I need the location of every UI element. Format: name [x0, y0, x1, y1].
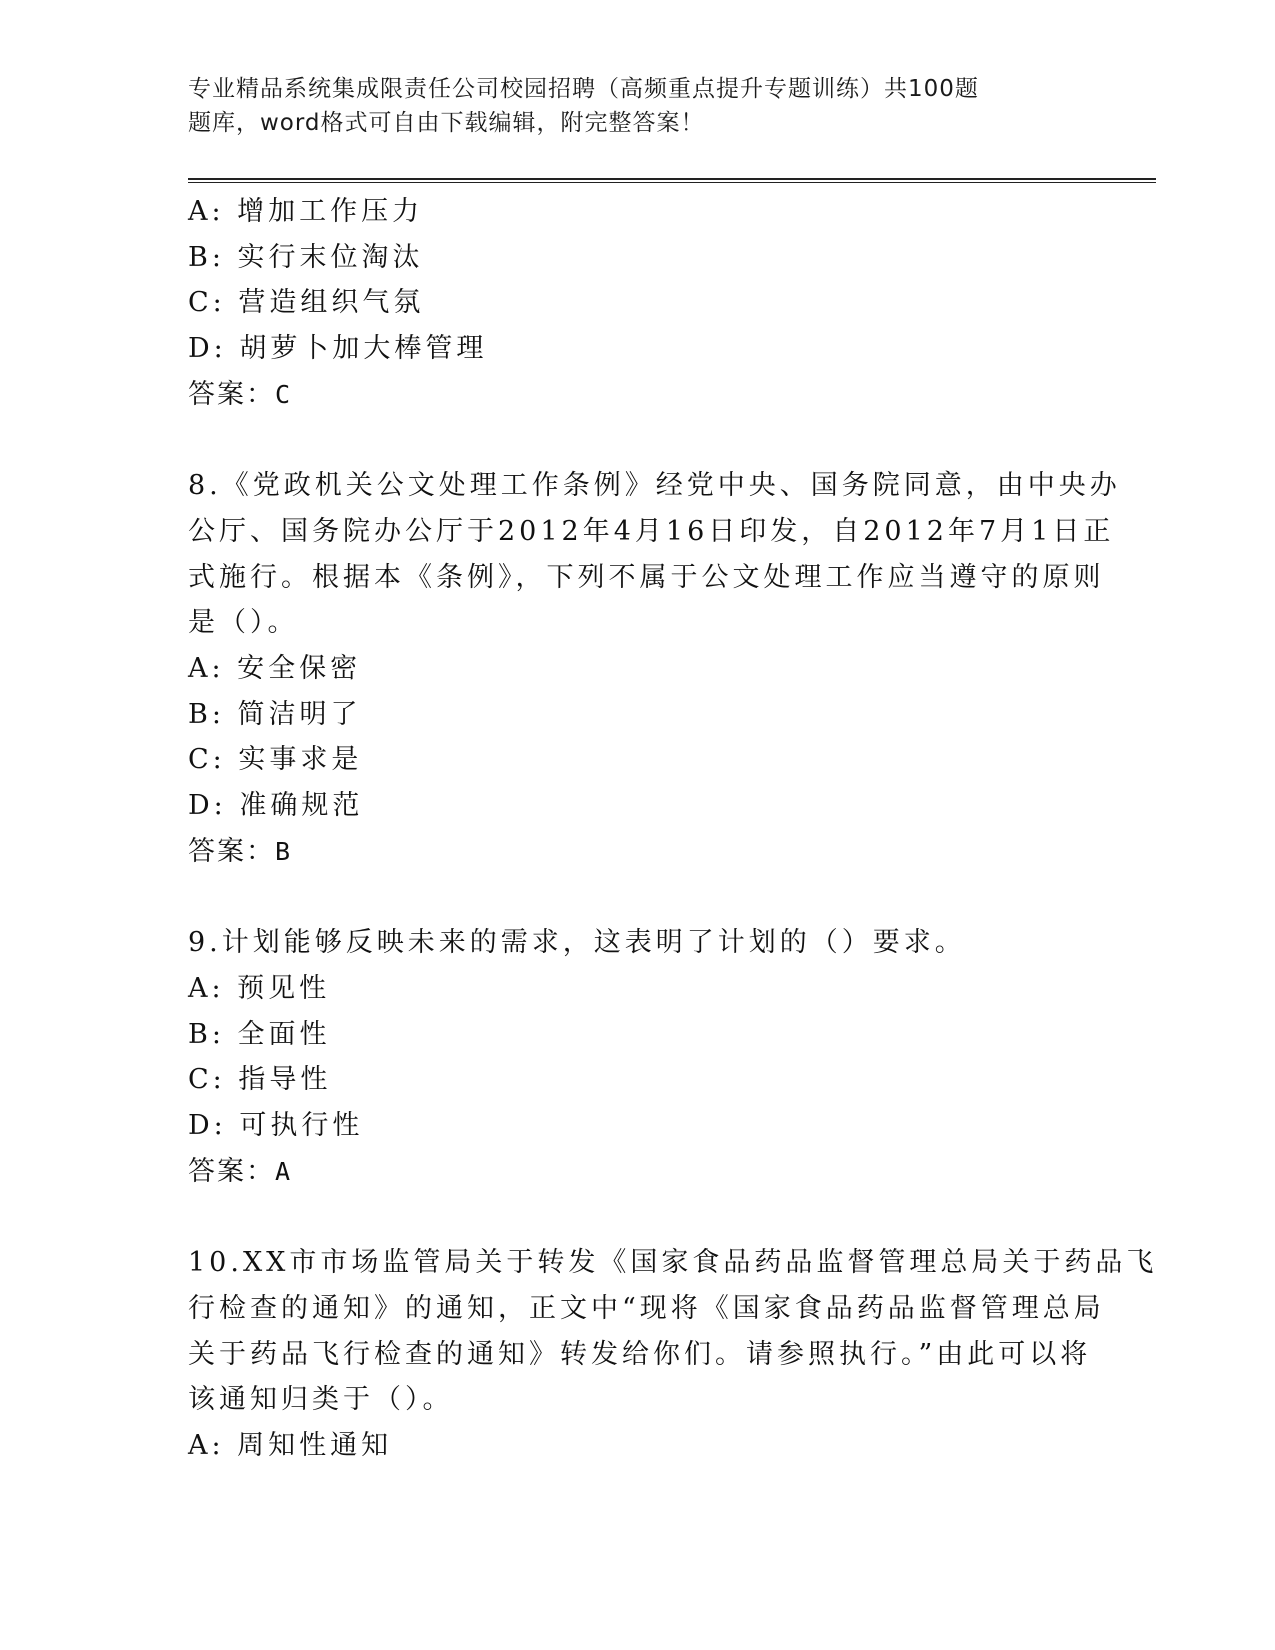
- question-text-line: 关于药品飞行检查的通知》转发给你们。请参照执行。”由此可以将: [188, 1338, 1092, 1370]
- option-d: D: 胡萝卜加大棒管理: [188, 333, 488, 365]
- answer: [188, 829, 1088, 875]
- option-c: C: 实事求是: [188, 744, 363, 776]
- answer-value: A: [275, 1156, 293, 1186]
- question-spacer: [188, 418, 1088, 464]
- option-b: B: 简洁明了: [188, 698, 362, 730]
- question-spacer: [188, 1194, 1088, 1240]
- answer: [188, 1149, 1088, 1195]
- question-7: [188, 189, 1088, 418]
- option-d: D: 可执行性: [188, 1110, 364, 1142]
- document-header: [188, 72, 1048, 140]
- header-line-1: 专业精品系统集成限责任公司校园招聘（高频重点提升专题训练）共100题: [188, 76, 979, 102]
- option-b: B: 实行末位淘汰: [188, 241, 424, 273]
- question-list: [188, 189, 1158, 1469]
- option-c: C: 营造组织气氛: [188, 287, 425, 319]
- question-spacer: [188, 875, 1088, 921]
- answer-label: 答案：: [188, 835, 275, 867]
- answer-label: 答案：: [188, 378, 275, 410]
- option-a: A: 预见性: [188, 972, 331, 1004]
- question-text-line: 行检查的通知》的通知，正文中“现将《国家食品药品监督管理总局: [188, 1292, 1105, 1324]
- answer: [188, 372, 1088, 418]
- option-a: A: 增加工作压力: [188, 196, 424, 227]
- option-b: B: 全面性: [188, 1018, 331, 1050]
- answer-value: C: [275, 379, 293, 409]
- header-divider: [188, 178, 1156, 183]
- question-text-line: 公厅、国务院办公厅于2012年4月16日印发，自2012年7月1日正: [188, 515, 1115, 547]
- question-text-line: 式施行。根据本《条例》，下列不属于公文处理工作应当遵守的原则: [188, 561, 1105, 593]
- question-text-line: 8.《党政机关公文处理工作条例》经党中央、国务院同意，由中央办: [188, 470, 1121, 502]
- question-text-line: 是（）。: [188, 607, 299, 639]
- header-line-2: 题库，word格式可自由下载编辑，附完整答案！: [188, 110, 705, 136]
- question-text-line: 该通知归类于（）。: [188, 1384, 454, 1416]
- question-text-line: 9.计划能够反映未来的需求，这表明了计划的（）要求。: [188, 927, 966, 959]
- question-9: [188, 920, 1088, 1194]
- answer-label: 答案：: [188, 1155, 275, 1187]
- option-a: A: 周知性通知: [188, 1429, 393, 1461]
- question-text-line: 10.XX市市场监管局关于转发《国家食品药品监督管理总局关于药品飞: [188, 1247, 1158, 1279]
- question-10: [188, 1240, 1158, 1469]
- question-8: [188, 463, 1121, 874]
- answer-value: B: [275, 836, 293, 866]
- option-c: C: 指导性: [188, 1064, 332, 1096]
- option-a: A: 安全保密: [188, 653, 362, 685]
- option-d: D: 准确规范: [188, 790, 364, 822]
